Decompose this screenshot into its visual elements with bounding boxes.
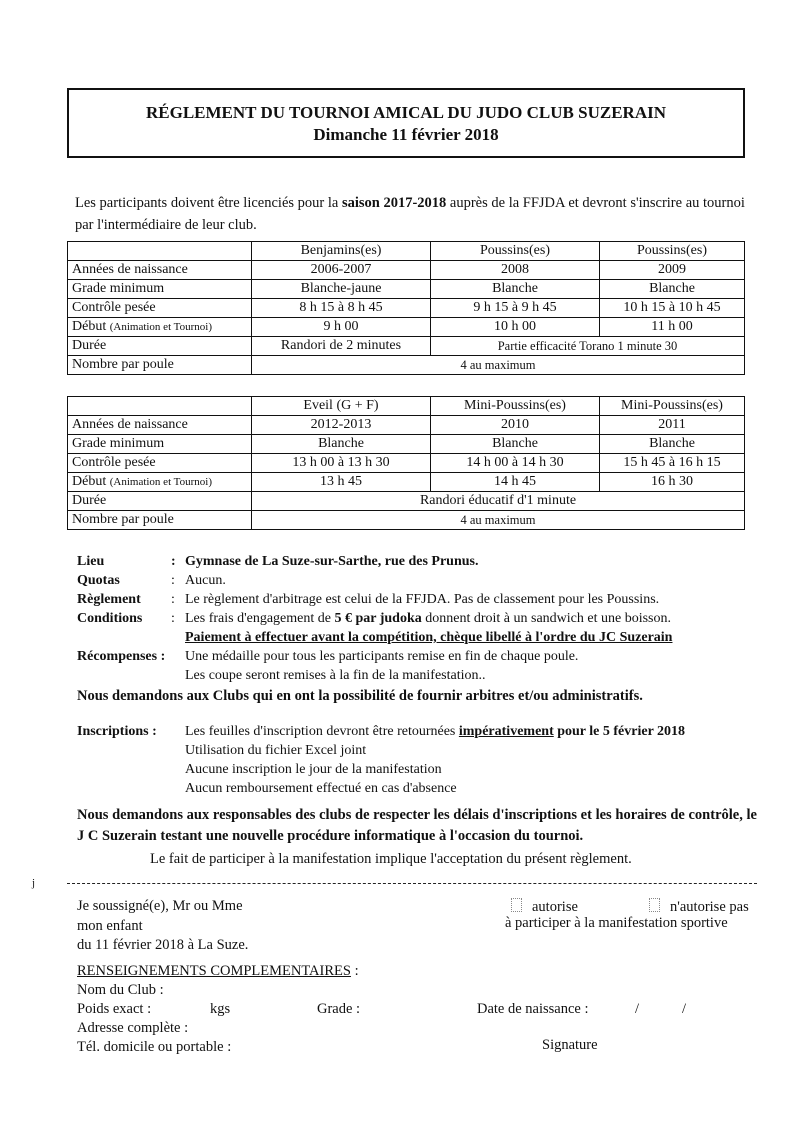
table-header-cell: Mini-Poussins(es) bbox=[600, 397, 745, 416]
form-line-enfant: mon enfant bbox=[77, 918, 143, 934]
info-value: Les coupe seront remises à la fin de la manifestation.. bbox=[185, 668, 486, 683]
colon: : bbox=[171, 611, 175, 626]
table-cell: 8 h 15 à 8 h 45 bbox=[252, 299, 431, 318]
field-telephone: Tél. domicile ou portable : bbox=[77, 1039, 232, 1055]
table-cell: Blanche bbox=[600, 435, 745, 454]
autorise-label: autorise bbox=[532, 899, 578, 915]
table-cell: 2006-2007 bbox=[252, 261, 431, 280]
inscriptions-text-1: Les feuilles d'inscription devront être retournées bbox=[185, 724, 459, 739]
renseignements-colon: : bbox=[350, 963, 359, 979]
table-row bbox=[68, 416, 745, 435]
table-row bbox=[68, 492, 745, 511]
schedule-table-2 bbox=[67, 396, 745, 530]
margin-mark: j bbox=[32, 877, 36, 889]
conditions-fee: 5 € par judoka bbox=[334, 611, 422, 626]
field-nom-club: Nom du Club : bbox=[77, 982, 164, 998]
nautorise-option[interactable] bbox=[649, 898, 749, 916]
request-arbitres: Nous demandons aux Clubs qui en ont la possibilité de fournir arbitres et/ou administratifs. bbox=[77, 688, 643, 704]
autorise-checkbox[interactable] bbox=[511, 898, 522, 912]
intro-text-2: auprès de la FFJDA et devront s'inscrire au tournoi par l'intermédiaire de leur club. bbox=[75, 195, 745, 233]
table-cell-merged: 4 au maximum bbox=[252, 356, 745, 375]
row-label-note: (Animation et Tournoi) bbox=[109, 476, 213, 488]
info-label: Récompenses : bbox=[77, 649, 166, 664]
autorise-option[interactable] bbox=[511, 898, 578, 916]
row-label: Années de naissance bbox=[68, 416, 252, 435]
table-cell: 2011 bbox=[600, 416, 745, 435]
conditions-text-1: Les frais d'engagement de bbox=[185, 611, 335, 626]
table-row bbox=[68, 337, 745, 356]
table-row bbox=[68, 511, 745, 530]
table-cell: 2008 bbox=[431, 261, 600, 280]
table-cell: Blanche bbox=[431, 435, 600, 454]
table-cell: 9 h 15 à 9 h 45 bbox=[431, 299, 600, 318]
info-label: Conditions bbox=[77, 611, 143, 626]
table-cell: Blanche bbox=[600, 280, 745, 299]
cut-line bbox=[67, 883, 757, 884]
inscriptions-row bbox=[77, 722, 777, 741]
row-label: Grade minimum bbox=[68, 435, 252, 454]
info-row-reglement bbox=[77, 590, 777, 609]
field-date-naissance: Date de naissance : bbox=[477, 1001, 589, 1017]
row-label bbox=[68, 318, 252, 337]
table-cell: 2010 bbox=[431, 416, 600, 435]
row-label: Années de naissance bbox=[68, 261, 252, 280]
info-label: Quotas bbox=[77, 573, 120, 588]
inscriptions-line-4: Aucun remboursement effectué en cas d'absence bbox=[185, 781, 457, 796]
info-row-payment bbox=[77, 628, 777, 647]
row-label: Contrôle pesée bbox=[68, 454, 252, 473]
table-cell: Randori de 2 minutes bbox=[252, 337, 431, 356]
form-line-date: du 11 février 2018 à La Suze. bbox=[77, 937, 249, 953]
intro-paragraph bbox=[75, 192, 765, 236]
field-poids-unit: kgs bbox=[210, 1001, 231, 1017]
table-header-row bbox=[68, 242, 745, 261]
date-separator-2: / bbox=[682, 1001, 687, 1017]
nautorise-label: n'autorise pas bbox=[670, 899, 749, 915]
table-cell: 13 h 45 bbox=[252, 473, 431, 492]
table-cell: 2009 bbox=[600, 261, 745, 280]
info-value bbox=[185, 609, 777, 628]
table-cell-merged: 4 au maximum bbox=[252, 511, 745, 530]
table-cell: 14 h 00 à 14 h 30 bbox=[431, 454, 600, 473]
table-row bbox=[68, 435, 745, 454]
row-label: Nombre par poule bbox=[68, 511, 252, 530]
table-row bbox=[68, 454, 745, 473]
info-value: Gymnase de La Suze-sur-Sarthe, rue des Prunus. bbox=[185, 554, 479, 569]
row-label-main: Début bbox=[72, 474, 107, 489]
intro-text-1: Les participants doivent être licenciés pour la bbox=[75, 195, 342, 211]
table-cell: Blanche bbox=[431, 280, 600, 299]
table-corner-cell bbox=[68, 242, 252, 261]
form-line-soussigne: Je soussigné(e), Mr ou Mme bbox=[77, 898, 243, 914]
table-cell: 15 h 45 à 16 h 15 bbox=[600, 454, 745, 473]
table-row bbox=[68, 356, 745, 375]
info-value: Une médaille pour tous les participants remise en fin de chaque poule. bbox=[185, 649, 579, 664]
inscriptions-label: Inscriptions : bbox=[77, 724, 157, 739]
field-poids: Poids exact : bbox=[77, 1001, 152, 1017]
table-cell: Blanche bbox=[252, 435, 431, 454]
row-label-note: (Animation et Tournoi) bbox=[109, 321, 213, 333]
inscriptions-line-2: Utilisation du fichier Excel joint bbox=[185, 743, 367, 758]
document-date: Dimanche 11 février 2018 bbox=[313, 125, 499, 144]
info-row-conditions bbox=[77, 609, 777, 628]
row-label: Durée bbox=[68, 337, 252, 356]
date-separator-1: / bbox=[635, 1001, 640, 1017]
table-header-cell: Poussins(es) bbox=[600, 242, 745, 261]
inscriptions-line-1 bbox=[185, 722, 777, 741]
table-cell: 10 h 00 bbox=[431, 318, 600, 337]
document-title: RÉGLEMENT DU TOURNOI AMICAL DU JUDO CLUB SUZERAIN bbox=[145, 103, 666, 122]
info-label: Lieu bbox=[77, 554, 105, 569]
schedule-table-1 bbox=[67, 241, 745, 375]
table-corner-cell bbox=[68, 397, 252, 416]
table-cell: 2012-2013 bbox=[252, 416, 431, 435]
renseignements-heading: RENSEIGNEMENTS COMPLEMENTAIRES bbox=[77, 963, 351, 979]
colon: : bbox=[171, 554, 176, 569]
table-header-row bbox=[68, 397, 745, 416]
row-label bbox=[68, 473, 252, 492]
table-row bbox=[68, 299, 745, 318]
info-row-lieu bbox=[77, 552, 777, 571]
row-label: Grade minimum bbox=[68, 280, 252, 299]
table-cell: 9 h 00 bbox=[252, 318, 431, 337]
renseignements-title bbox=[77, 962, 359, 981]
info-row-recompenses-2 bbox=[77, 666, 777, 685]
table-row bbox=[68, 280, 745, 299]
table-cell: 13 h 00 à 13 h 30 bbox=[252, 454, 431, 473]
info-label: Règlement bbox=[77, 592, 141, 607]
table-cell: Blanche-jaune bbox=[252, 280, 431, 299]
table-row bbox=[68, 473, 745, 492]
row-label: Durée bbox=[68, 492, 252, 511]
conditions-text-2: donnent droit à un sandwich et une boisson. bbox=[421, 611, 671, 626]
field-grade: Grade : bbox=[317, 1001, 361, 1017]
inscriptions-block bbox=[77, 722, 777, 798]
table-cell-merged: Partie efficacité Torano 1 minute 30 bbox=[431, 337, 745, 356]
request-delais: Nous demandons aux responsables des clubs de respecter les délais d'inscriptions et les horaires de contrôle, le J C Suzerain testant une nouvelle procédure informatique à l'occasion du tournoi. bbox=[77, 807, 757, 844]
table-cell-merged: Randori éducatif d'1 minute bbox=[252, 492, 745, 511]
table-row bbox=[68, 318, 745, 337]
row-label: Contrôle pesée bbox=[68, 299, 252, 318]
field-adresse: Adresse complète : bbox=[77, 1020, 189, 1036]
info-row-quotas bbox=[77, 571, 777, 590]
table-cell: 11 h 00 bbox=[600, 318, 745, 337]
colon: : bbox=[171, 573, 175, 588]
form-participer: à participer à la manifestation sportive bbox=[505, 915, 728, 931]
row-label-main: Début bbox=[72, 319, 107, 334]
inscriptions-emphasis: impérativement bbox=[458, 724, 554, 739]
colon: : bbox=[171, 592, 175, 607]
field-signature: Signature bbox=[542, 1037, 598, 1053]
info-block bbox=[77, 552, 777, 685]
inscriptions-deadline: pour le 5 février 2018 bbox=[553, 724, 686, 739]
table-header-cell: Mini-Poussins(es) bbox=[431, 397, 600, 416]
acceptation-notice: Le fait de participer à la manifestation implique l'acceptation du présent règlement. bbox=[150, 851, 632, 867]
table-cell: 14 h 45 bbox=[431, 473, 600, 492]
info-row-recompenses bbox=[77, 647, 777, 666]
table-header-cell: Eveil (G + F) bbox=[252, 397, 431, 416]
info-value: Le règlement d'arbitrage est celui de la FFJDA. Pas de classement pour les Poussins. bbox=[185, 592, 660, 607]
table-cell: 16 h 30 bbox=[600, 473, 745, 492]
table-row bbox=[68, 261, 745, 280]
inscriptions-line-3: Aucune inscription le jour de la manifestation bbox=[185, 762, 442, 777]
table-header-cell: Benjamins(es) bbox=[252, 242, 431, 261]
table-cell: 10 h 15 à 10 h 45 bbox=[600, 299, 745, 318]
nautorise-checkbox[interactable] bbox=[649, 898, 660, 912]
info-value: Aucun. bbox=[185, 573, 226, 588]
intro-season: saison 2017-2018 bbox=[341, 195, 447, 211]
payment-notice: Paiement à effectuer avant la compétition, chèque libellé à l'ordre du JC Suzerain bbox=[185, 630, 673, 645]
title-box bbox=[67, 88, 745, 158]
row-label: Nombre par poule bbox=[68, 356, 252, 375]
table-header-cell: Poussins(es) bbox=[431, 242, 600, 261]
